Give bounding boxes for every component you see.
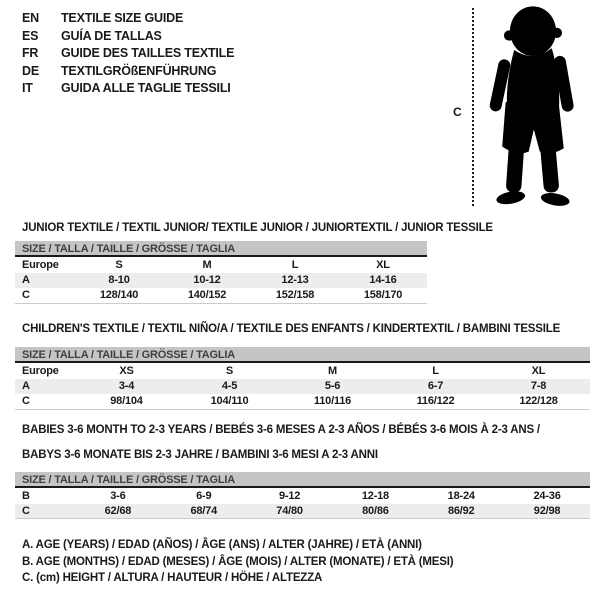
size-header-bar: SIZE / TALLA / TAILLE / GRÖSSE / TAGLIA (15, 347, 590, 363)
footnotes (22, 537, 453, 587)
row-label: A (22, 274, 30, 287)
language-code: FR (22, 46, 39, 60)
table-title (15, 321, 590, 337)
table-cell: 98/104 (110, 395, 143, 408)
table-cell: 12-18 (361, 489, 389, 502)
language-code: DE (22, 63, 39, 78)
table-cell: 62/68 (104, 504, 132, 517)
row-label: A (22, 380, 30, 393)
table-cell: 92/98 (533, 504, 561, 517)
footnote-line: A. AGE (YEARS) / EDAD (AÑOS) / ÂGE (ANS) / ALTER (JAHRE) / ETÀ (ANNI) (22, 539, 422, 551)
table-row (15, 273, 427, 289)
table-title-line: JUNIOR TEXTILE / TEXTIL JUNIOR/ TEXTILE JUNIOR / JUNIORTEXTIL / JUNIOR TESSILE (22, 222, 493, 234)
row-label: B (22, 489, 30, 502)
row-label: Europe (22, 364, 59, 377)
height-measure-label: C (453, 105, 462, 119)
table-cell: 18-24 (447, 489, 475, 502)
guide-title: GUIDE DES TAILLES TEXTILE (61, 46, 235, 60)
language-code: EN (22, 11, 39, 25)
table-cell: 7-8 (530, 380, 547, 393)
table-row (15, 504, 590, 520)
language-code: ES (22, 28, 39, 43)
table-cell: M (328, 364, 337, 377)
table-row (15, 288, 427, 304)
table-cell: 158/170 (363, 289, 403, 302)
language-row (22, 63, 234, 81)
table-title-line: BABYS 3-6 MONATE BIS 2-3 JAHRE / BAMBINI 3-6 MESI A 2-3 ANNI (22, 449, 378, 461)
footnote-line: B. AGE (MONTHS) / EDAD (MESES) / ÂGE (MOIS) / ALTER (MONATE) / ETÀ (MESI) (22, 555, 454, 568)
table-cell: S (225, 364, 234, 377)
table-cell: 74/80 (276, 504, 303, 517)
table-cell: 3-4 (118, 380, 135, 393)
table-cell: 122/128 (519, 395, 558, 408)
table-cell: 3-6 (110, 489, 126, 502)
language-row (22, 28, 234, 46)
table-title (15, 220, 493, 236)
table-cell: 4-5 (221, 380, 238, 393)
language-row (22, 45, 234, 63)
guide-title: TEXTILE SIZE GUIDE (61, 11, 184, 25)
table-row (15, 488, 590, 504)
language-row (22, 80, 234, 98)
table-cell: S (115, 258, 123, 271)
table-cell: 6-9 (196, 489, 212, 502)
footnote-line: C. (cm) HEIGHT / ALTURA / HAUTEUR / HÖHE / ALTEZZA (22, 572, 323, 584)
table-cell: 68/74 (190, 504, 217, 517)
table-cell: 8-10 (108, 274, 130, 287)
table-cell: 12-13 (281, 274, 309, 287)
table-cell: L (291, 258, 299, 271)
table-row (15, 394, 590, 410)
table-cell: 110/116 (313, 395, 352, 408)
language-row (22, 10, 234, 28)
table-title-line: BABIES 3-6 MONTH TO 2-3 YEARS / BEBÉS 3-6 MESES A 2-3 AÑOS / BÉBÉS 3-6 MOIS À 2-3 ANS / (22, 424, 540, 436)
table-cell: 86/92 (447, 504, 475, 517)
table-cell: 6-7 (427, 380, 444, 393)
table-cell: XS (119, 364, 134, 377)
table-row (15, 257, 427, 273)
table-cell: 14-16 (369, 274, 397, 287)
row-label: C (22, 289, 30, 302)
guide-title: TEXTILGRÖßENFÜHRUNG (61, 63, 217, 78)
table-cell: XL (531, 364, 546, 377)
height-measure-dotted-line (472, 8, 474, 206)
table-cell: 80/86 (362, 504, 389, 517)
row-label: C (22, 395, 30, 408)
language-title-list (22, 10, 234, 98)
size-header-bar: SIZE / TALLA / TAILLE / GRÖSSE / TAGLIA (15, 472, 590, 488)
table-title-line: CHILDREN'S TEXTILE / TEXTIL NIÑO/A / TEXTILE DES ENFANTS / KINDERTEXTIL / BAMBINI TESSILE (22, 323, 561, 335)
table-title (15, 422, 590, 463)
size-table-section (15, 220, 493, 304)
table-cell: XL (376, 258, 390, 271)
table-cell: 128/140 (99, 289, 139, 302)
table-cell: 152/158 (275, 289, 315, 302)
table-cell: 5-6 (324, 380, 341, 393)
size-header-bar: SIZE / TALLA / TAILLE / GRÖSSE / TAGLIA (15, 241, 427, 257)
table-cell: 10-12 (193, 274, 221, 287)
table-cell: 140/152 (187, 289, 227, 302)
table-row (15, 363, 590, 379)
table-cell: M (202, 258, 212, 271)
toddler-silhouette-icon (480, 3, 574, 208)
size-table-section (15, 422, 590, 519)
row-label: C (22, 504, 30, 517)
guide-title: GUÍA DE TALLAS (61, 28, 162, 43)
guide-title: GUIDA ALLE TAGLIE TESSILI (61, 81, 231, 95)
language-code: IT (22, 81, 33, 95)
table-cell: 9-12 (278, 489, 301, 502)
table-row (15, 379, 590, 395)
table-cell: 104/110 (210, 395, 249, 408)
size-table-section (15, 321, 590, 410)
row-label: Europe (22, 258, 59, 271)
table-cell: 116/122 (416, 395, 455, 408)
table-cell: L (432, 364, 439, 377)
table-cell: 24-36 (533, 489, 561, 502)
